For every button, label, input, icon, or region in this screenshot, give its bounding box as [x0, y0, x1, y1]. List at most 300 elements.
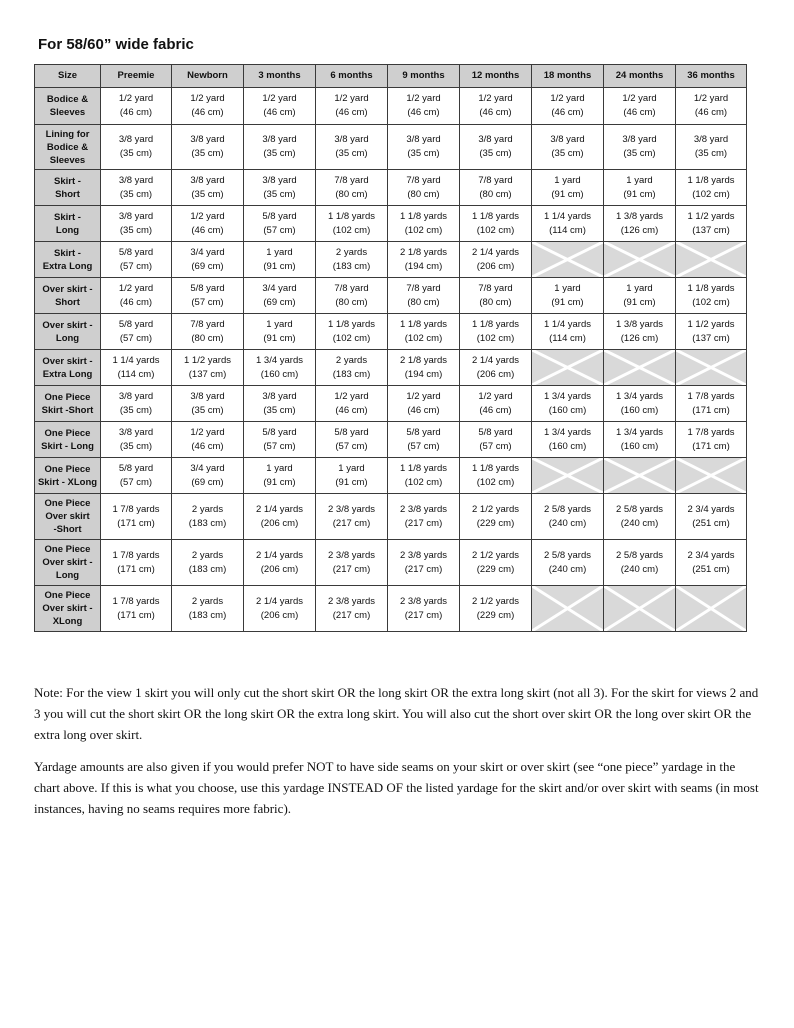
metric-value: (35 cm) — [191, 188, 224, 200]
yardage-cell — [244, 242, 316, 278]
metric-value: (35 cm) — [694, 148, 728, 159]
yardage-value: 3/8 yard — [262, 174, 297, 186]
row-label — [35, 206, 101, 242]
table-row — [35, 170, 747, 206]
yardage-cell — [388, 586, 460, 632]
yardage-value: 1 1/8 yards — [328, 318, 375, 330]
metric-value: (35 cm) — [119, 188, 153, 200]
metric-value: (114 cm) — [549, 224, 586, 236]
metric-value: (160 cm) — [620, 404, 659, 416]
metric-value: (137 cm) — [188, 368, 227, 380]
yardage-cell — [101, 125, 172, 170]
yardage-cell — [604, 422, 676, 458]
unavailable-cell — [676, 458, 747, 494]
cross-out-icon — [676, 242, 746, 277]
yardage-value: 1 7/8 yards — [687, 390, 735, 402]
yardage-value: 3/4 yard — [262, 282, 297, 294]
yardage-cell — [316, 494, 388, 540]
yardage-cell — [388, 206, 460, 242]
metric-value: (160 cm) — [260, 368, 299, 380]
row-label-line: Bodice & — [46, 94, 89, 105]
yardage-cell — [101, 386, 172, 422]
metric-value: (57 cm) — [263, 440, 296, 452]
cross-out-icon — [532, 586, 603, 631]
yardage-value: 1 1/4 yards — [544, 318, 591, 330]
yardage-cell — [460, 242, 532, 278]
metric-value: (229 cm) — [476, 563, 515, 575]
yardage-cell — [101, 458, 172, 494]
yardage-value: 1 1/2 yards — [687, 318, 735, 330]
row-label-line: Over skirt - — [42, 283, 93, 295]
yardage-cell — [604, 314, 676, 350]
column-header: Preemie — [101, 65, 172, 88]
yardage-value: 2 3/4 yards — [687, 549, 735, 561]
table-row — [35, 422, 747, 458]
yardage-value: 3/8 yard — [118, 134, 154, 145]
yardage-value: 3/8 yard — [118, 390, 154, 402]
yardage-cell — [388, 458, 460, 494]
row-label-line: Short — [55, 296, 80, 308]
metric-value: (251 cm) — [692, 563, 730, 575]
metric-value: (194 cm) — [404, 260, 443, 272]
row-label-line: Sleeves — [49, 107, 86, 118]
row-label-line: Skirt -Short — [41, 404, 94, 416]
yardage-cell — [676, 88, 747, 125]
yardage-value: 2 yards — [191, 549, 224, 561]
yardage-cell — [101, 314, 172, 350]
metric-value: (114 cm) — [117, 368, 155, 380]
metric-value: (57 cm) — [119, 332, 153, 344]
yardage-value: 3/8 yard — [262, 134, 297, 145]
yardage-value: 1/2 yard — [406, 390, 441, 402]
metric-value: (80 cm) — [335, 296, 368, 308]
metric-value: (35 cm) — [551, 148, 584, 159]
yardage-value: 3/8 yard — [693, 134, 729, 145]
yardage-cell — [604, 540, 676, 586]
metric-value: (91 cm) — [263, 332, 296, 344]
metric-value: (171 cm) — [692, 440, 730, 452]
yardage-value: 1/2 yard — [406, 93, 441, 104]
yardage-value: 2 yards — [335, 354, 368, 366]
table-row — [35, 540, 747, 586]
metric-value: (217 cm) — [332, 517, 371, 529]
yardage-cell — [316, 350, 388, 386]
row-label-line: Skirt - — [54, 247, 81, 259]
yardage-value: 2 5/8 yards — [616, 503, 663, 515]
yardage-cell — [604, 278, 676, 314]
yardage-cell — [101, 422, 172, 458]
metric-value: (102 cm) — [332, 224, 371, 236]
yardage-value: 2 1/2 yards — [472, 595, 519, 607]
yardage-cell — [676, 386, 747, 422]
metric-value: (46 cm) — [191, 107, 224, 118]
metric-value: (91 cm) — [551, 296, 584, 308]
yardage-cell — [244, 278, 316, 314]
yardage-value: 3/4 yard — [190, 462, 225, 474]
table-row — [35, 314, 747, 350]
row-label-line: Skirt - — [54, 211, 81, 223]
unavailable-cell — [532, 350, 604, 386]
yardage-value: 1 7/8 yards — [112, 549, 160, 561]
yardage-value: 3/4 yard — [190, 246, 225, 258]
row-label-line: Long — [55, 570, 80, 581]
metric-value: (35 cm) — [263, 188, 296, 200]
metric-value: (35 cm) — [119, 440, 153, 452]
yardage-value: 1/2 yard — [478, 390, 513, 402]
metric-value: (217 cm) — [332, 609, 371, 621]
unavailable-cell — [676, 350, 747, 386]
yardage-cell — [172, 350, 244, 386]
yardage-value: 1 7/8 yards — [112, 595, 160, 607]
row-label — [35, 242, 101, 278]
metric-value: (35 cm) — [407, 148, 440, 159]
row-label-line: Over skirt - — [42, 319, 93, 331]
yardage-cell — [316, 458, 388, 494]
row-label — [35, 88, 101, 125]
row-label-line: Over skirt - — [42, 355, 93, 367]
yardage-cell — [604, 206, 676, 242]
yardage-value: 5/8 yard — [118, 318, 154, 330]
yardage-value: 2 1/8 yards — [400, 246, 447, 258]
note-paragraph: Yardage amounts are also given if you would prefer NOT to have side seams on your skirt or over skirt (see “one piece” yardage in the chart above. If this is what you choose, use this yardage INSTEAD OF the listed yardage for the skirt and/or over skirt with seams (in most instances, having no seams requires more fabric). — [34, 759, 759, 816]
yardage-cell — [388, 125, 460, 170]
yardage-cell — [460, 494, 532, 540]
yardage-cell — [101, 586, 172, 632]
metric-value: (183 cm) — [188, 609, 227, 621]
yardage-value: 2 3/8 yards — [328, 503, 375, 515]
row-label-line: Over skirt - — [42, 603, 93, 614]
yardage-cell — [316, 206, 388, 242]
yardage-value: 1 1/2 yards — [184, 354, 231, 366]
yardage-value: 1 1/8 yards — [328, 210, 375, 222]
row-label-line: One Piece — [44, 427, 91, 439]
yardage-cell — [460, 278, 532, 314]
metric-value: (183 cm) — [188, 517, 227, 529]
metric-value: (126 cm) — [620, 224, 659, 236]
page-title: For 58/60” wide fabric — [38, 36, 194, 53]
metric-value: (57 cm) — [407, 440, 440, 452]
row-label-line: Skirt - XLong — [37, 476, 98, 488]
yardage-value: 1 1/8 yards — [400, 210, 447, 222]
metric-value: (171 cm) — [117, 563, 155, 575]
metric-value: (46 cm) — [191, 224, 224, 236]
metric-value: (80 cm) — [479, 188, 512, 200]
metric-value: (102 cm) — [692, 188, 730, 200]
yardage-value: 2 3/8 yards — [400, 503, 447, 515]
metric-value: (183 cm) — [188, 563, 227, 575]
metric-value: (229 cm) — [476, 517, 515, 529]
yardage-cell — [172, 125, 244, 170]
metric-value: (46 cm) — [479, 107, 512, 118]
row-label — [35, 494, 101, 540]
yardage-value: 1 1/2 yards — [687, 210, 735, 222]
yardage-value: 1/2 yard — [118, 282, 154, 294]
cross-out-icon — [532, 350, 603, 385]
row-label — [35, 540, 101, 586]
metric-value: (69 cm) — [191, 260, 224, 272]
yardage-value: 5/8 yard — [478, 426, 513, 438]
metric-value: (35 cm) — [191, 148, 224, 159]
yardage-cell — [388, 422, 460, 458]
row-label-line: Sleeves — [49, 154, 86, 166]
metric-value: (91 cm) — [551, 188, 584, 200]
yardage-value: 1/2 yard — [334, 93, 369, 104]
metric-value: (206 cm) — [476, 368, 515, 380]
metric-value: (102 cm) — [404, 476, 443, 488]
metric-value: (240 cm) — [548, 563, 587, 575]
column-header: 3 months — [244, 65, 316, 88]
row-label-line: Long — [55, 224, 80, 236]
yardage-cell — [388, 494, 460, 540]
yardage-value: 2 1/4 yards — [472, 246, 519, 258]
metric-value: (57 cm) — [119, 260, 153, 272]
metric-value: (194 cm) — [404, 368, 443, 380]
yardage-cell — [604, 88, 676, 125]
metric-value: (91 cm) — [263, 476, 296, 488]
yardage-cell — [101, 88, 172, 125]
row-label-line: One Piece — [44, 544, 91, 555]
yardage-value: 1 1/8 yards — [400, 462, 447, 474]
yardage-value: 1 1/4 yards — [544, 210, 591, 222]
row-label — [35, 586, 101, 632]
metric-value: (35 cm) — [119, 224, 153, 236]
yardage-cell — [172, 540, 244, 586]
yardage-value: 2 yards — [191, 503, 224, 515]
yardage-cell — [460, 206, 532, 242]
yardage-value: 7/8 yard — [334, 282, 369, 294]
yardage-cell — [172, 170, 244, 206]
yardage-value: 1 yard — [626, 282, 653, 294]
yardage-value: 1/2 yard — [190, 210, 225, 222]
yardage-value: 1 3/4 yards — [616, 426, 663, 438]
yardage-cell — [101, 350, 172, 386]
row-label-line: Extra Long — [42, 260, 93, 272]
yardage-value: 5/8 yard — [262, 210, 297, 222]
yardage-cell — [316, 278, 388, 314]
cross-out-icon — [604, 242, 675, 277]
metric-value: (91 cm) — [623, 188, 656, 200]
yardage-cell — [101, 278, 172, 314]
yardage-cell — [316, 170, 388, 206]
yardage-cell — [388, 350, 460, 386]
yardage-value: 1 yard — [338, 462, 365, 474]
row-label-line: Skirt - — [54, 175, 81, 187]
row-label-line: -Short — [53, 524, 82, 535]
unavailable-cell — [532, 242, 604, 278]
metric-value: (46 cm) — [119, 296, 153, 308]
metric-value: (137 cm) — [692, 224, 730, 236]
yardage-cell — [532, 540, 604, 586]
yardage-cell — [316, 540, 388, 586]
yardage-cell — [532, 170, 604, 206]
yardage-value: 1 1/8 yards — [400, 318, 447, 330]
cross-out-icon — [604, 350, 675, 385]
yardage-cell — [676, 278, 747, 314]
metric-value: (80 cm) — [407, 188, 440, 200]
metric-value: (46 cm) — [335, 404, 368, 416]
yardage-value: 1 1/8 yards — [687, 282, 735, 294]
yardage-value: 2 3/8 yards — [400, 595, 447, 607]
note-paragraph: Note: For the view 1 skirt you will only cut the short skirt OR the long skirt OR the extra long skirt (not all 3). For the skirt for views 2 and 3 you will cut the short skirt OR the long skirt OR the extra long skirt. You will also cut the short over skirt OR the long over skirt OR the extra long over skirt. — [34, 685, 759, 742]
yardage-cell — [388, 540, 460, 586]
yardage-cell — [532, 125, 604, 170]
yardage-value: 5/8 yard — [334, 426, 369, 438]
row-label-line: One Piece — [44, 590, 91, 601]
yardage-cell — [172, 386, 244, 422]
row-label-line: XLong — [52, 616, 83, 627]
yardage-value: 2 1/2 yards — [472, 549, 519, 561]
cross-out-icon — [676, 458, 746, 493]
yardage-cell — [532, 386, 604, 422]
row-label-line: Lining for — [45, 128, 90, 140]
column-header: 18 months — [532, 65, 604, 88]
column-header: 6 months — [316, 65, 388, 88]
yardage-cell — [316, 586, 388, 632]
yardage-cell — [604, 386, 676, 422]
yardage-value: 5/8 yard — [406, 426, 441, 438]
metric-value: (35 cm) — [335, 148, 368, 159]
yardage-value: 3/8 yard — [118, 174, 154, 186]
cross-out-icon — [532, 458, 603, 493]
yardage-cell — [101, 242, 172, 278]
row-label-line: One Piece — [44, 391, 91, 403]
yardage-cell — [460, 314, 532, 350]
metric-value: (80 cm) — [407, 296, 440, 308]
yardage-value: 3/8 yard — [622, 134, 657, 145]
row-label-line: Short — [55, 188, 80, 200]
metric-value: (69 cm) — [263, 296, 296, 308]
yardage-value: 1 1/8 yards — [687, 174, 735, 186]
yardage-value: 1/2 yard — [262, 93, 297, 104]
yardage-cell — [388, 278, 460, 314]
unavailable-cell — [532, 458, 604, 494]
metric-value: (183 cm) — [332, 368, 371, 380]
column-header: 9 months — [388, 65, 460, 88]
yardage-value: 2 3/8 yards — [400, 549, 447, 561]
yardage-value: 5/8 yard — [118, 462, 154, 474]
yardage-cell — [244, 170, 316, 206]
yardage-cell — [676, 170, 747, 206]
row-label-line: Over skirt - — [42, 557, 93, 568]
yardage-value: 3/8 yard — [190, 390, 225, 402]
metric-value: (206 cm) — [476, 260, 515, 272]
cross-out-icon — [676, 586, 746, 631]
yardage-value: 1 yard — [266, 318, 293, 330]
metric-value: (57 cm) — [191, 296, 224, 308]
metric-value: (160 cm) — [548, 404, 587, 416]
metric-value: (46 cm) — [191, 440, 224, 452]
column-header: 36 months — [676, 65, 747, 88]
table-row — [35, 88, 747, 125]
column-header: Size — [35, 65, 101, 88]
metric-value: (35 cm) — [119, 148, 153, 159]
yardage-value: 3/8 yard — [118, 426, 154, 438]
yardage-value: 3/8 yard — [190, 134, 225, 145]
yardage-cell — [460, 88, 532, 125]
yardage-value: 3/8 yard — [118, 210, 154, 222]
yardage-value: 2 1/2 yards — [472, 503, 519, 515]
yardage-value: 2 1/4 yards — [256, 549, 303, 561]
metric-value: (102 cm) — [476, 224, 515, 236]
yardage-value: 2 yards — [335, 246, 368, 258]
table-row — [35, 494, 747, 540]
yardage-cell — [101, 170, 172, 206]
yardage-table — [34, 64, 747, 632]
table-row — [35, 386, 747, 422]
metric-value: (171 cm) — [117, 609, 155, 621]
yardage-value: 5/8 yard — [262, 426, 297, 438]
yardage-value: 1 yard — [266, 246, 293, 258]
metric-value: (102 cm) — [476, 476, 515, 488]
column-header: 24 months — [604, 65, 676, 88]
yardage-cell — [676, 125, 747, 170]
yardage-cell — [244, 88, 316, 125]
metric-value: (102 cm) — [404, 332, 443, 344]
cross-out-icon — [604, 586, 675, 631]
metric-value: (57 cm) — [119, 476, 153, 488]
yardage-value: 3/8 yard — [190, 174, 225, 186]
row-label — [35, 386, 101, 422]
yardage-cell — [172, 88, 244, 125]
metric-value: (217 cm) — [404, 609, 443, 621]
metric-value: (251 cm) — [692, 517, 730, 529]
metric-value: (240 cm) — [620, 517, 659, 529]
yardage-cell — [172, 586, 244, 632]
yardage-value: 1 yard — [554, 174, 581, 186]
row-label-line: Extra Long — [42, 368, 93, 380]
yardage-cell — [676, 206, 747, 242]
yardage-value: 1/2 yard — [478, 93, 513, 104]
table-row — [35, 125, 747, 170]
yardage-value: 2 5/8 yards — [544, 503, 591, 515]
yardage-cell — [244, 206, 316, 242]
yardage-cell — [388, 88, 460, 125]
row-label — [35, 314, 101, 350]
metric-value: (102 cm) — [476, 332, 515, 344]
yardage-value: 1/2 yard — [693, 93, 729, 104]
row-label-line: One Piece — [44, 498, 91, 509]
yardage-cell — [244, 386, 316, 422]
metric-value: (114 cm) — [549, 332, 586, 344]
yardage-value: 1/2 yard — [190, 426, 225, 438]
yardage-cell — [172, 458, 244, 494]
yardage-cell — [532, 494, 604, 540]
yardage-cell — [676, 314, 747, 350]
yardage-value: 7/8 yard — [406, 282, 441, 294]
yardage-cell — [676, 422, 747, 458]
metric-value: (102 cm) — [692, 296, 730, 308]
table-body — [35, 88, 747, 632]
yardage-value: 3/8 yard — [550, 134, 585, 145]
yardage-cell — [244, 125, 316, 170]
yardage-value: 7/8 yard — [334, 174, 369, 186]
yardage-cell — [316, 314, 388, 350]
yardage-value: 1 1/4 yards — [112, 354, 160, 366]
metric-value: (80 cm) — [335, 188, 368, 200]
metric-value: (35 cm) — [263, 148, 296, 159]
yardage-cell — [388, 314, 460, 350]
metric-value: (206 cm) — [260, 609, 299, 621]
yardage-value: 1/2 yard — [334, 390, 369, 402]
metric-value: (35 cm) — [623, 148, 656, 159]
yardage-value: 2 5/8 yards — [616, 549, 663, 561]
yardage-value: 1 3/4 yards — [616, 390, 663, 402]
metric-value: (80 cm) — [479, 296, 512, 308]
metric-value: (69 cm) — [191, 476, 224, 488]
notes — [34, 682, 762, 819]
metric-value: (206 cm) — [260, 563, 299, 575]
yardage-value: 1 1/8 yards — [472, 318, 519, 330]
